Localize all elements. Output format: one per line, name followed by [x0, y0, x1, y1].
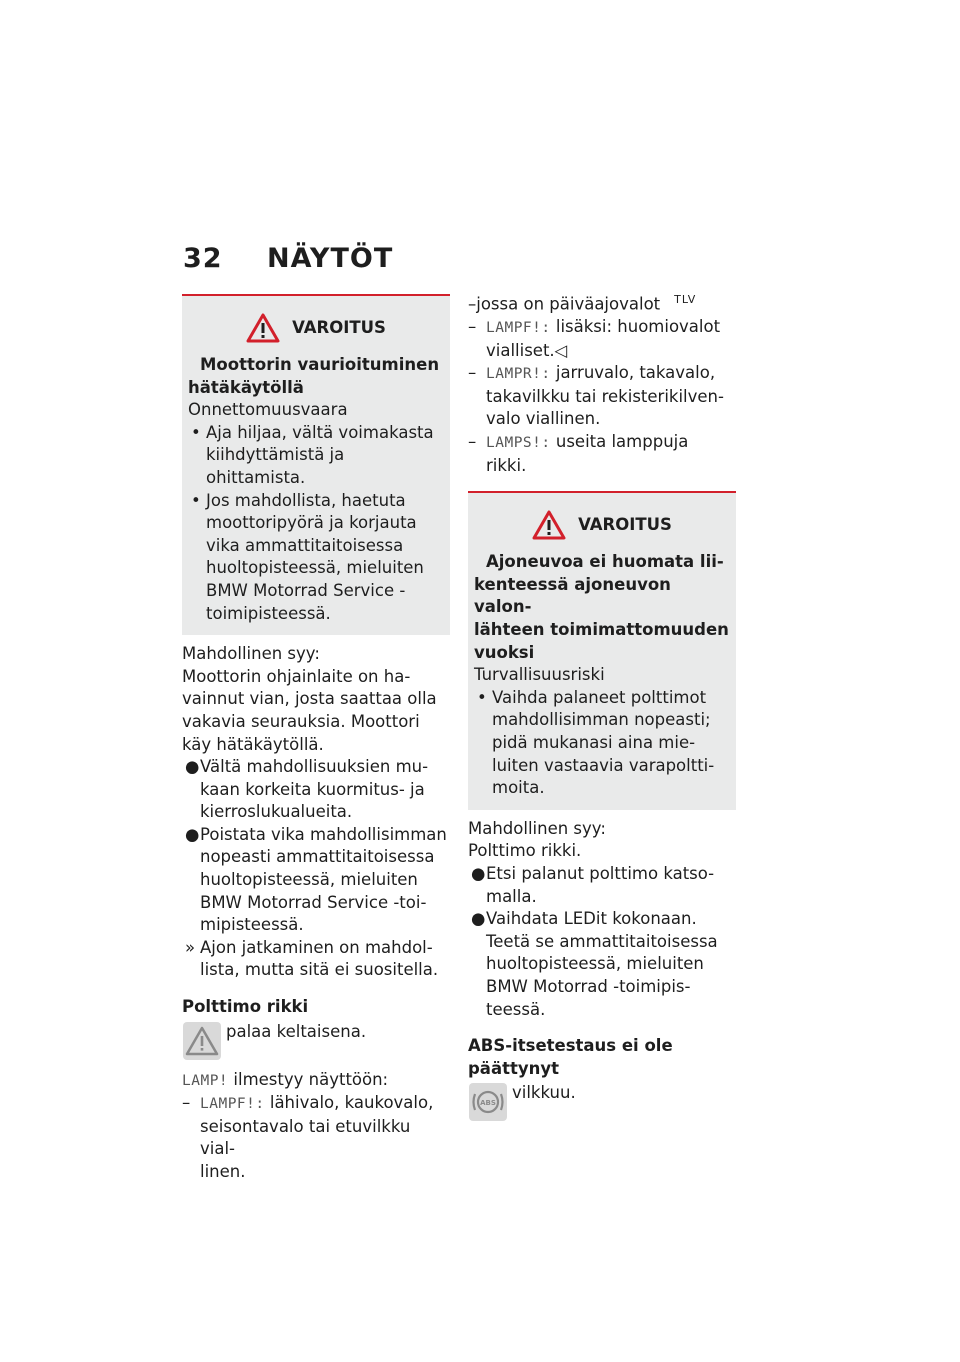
warning-heading-line: vuoksi: [474, 642, 535, 662]
cause-line: vainnut vian, josta saattaa olla: [182, 689, 437, 709]
lampf-code: LAMPF!:: [200, 1096, 265, 1113]
warning-heading-line: Moottorin vaurioituminen: [200, 355, 440, 374]
dash-marker: –: [468, 363, 477, 383]
cause-line: käy hätäkäytöllä.: [182, 734, 324, 754]
action-line: malla.: [486, 886, 537, 906]
bulb-indicator-row: [182, 1021, 450, 1061]
warning-label: VAROITUS: [292, 317, 386, 337]
bulb-indicator-text: palaa keltaisena.: [226, 1021, 367, 1041]
cause-label: Mahdollinen syy:: [468, 818, 606, 838]
action-line: Poistata vika mahdollisimman: [200, 824, 447, 844]
page-header: [183, 243, 393, 274]
action-line: Etsi palanut polttimo katso-: [486, 863, 715, 883]
lampf-item: [182, 1092, 450, 1183]
abs-title-line: ABS-itsetestaus ei ole: [468, 1036, 673, 1056]
right-column: [468, 289, 736, 1122]
result-line: Ajon jatkaminen on mahdol-: [200, 937, 433, 957]
action-line: kaan korkeita kuormitus- ja: [200, 779, 425, 799]
page-title: NÄYTÖT: [267, 243, 394, 274]
bullet-line: Vaihda palaneet polttimot: [492, 687, 707, 707]
action-item: [182, 824, 450, 937]
bullet-line: toimipisteessä.: [206, 603, 331, 623]
lamp-code: LAMPF!:: [486, 320, 551, 337]
bullet-marker: •: [191, 422, 201, 442]
dash-marker: –: [468, 317, 477, 337]
warning-bullet: [188, 490, 444, 626]
tlv-superscript: TLV: [674, 293, 697, 306]
bullet-line: Aja hiljaa, vältä voimakasta: [206, 422, 434, 442]
warning-heading-line: lähteen toimimattomuuden: [474, 620, 729, 640]
general-warning-icon: [182, 1021, 222, 1061]
bullet-line: huoltopisteessä, mieluiten: [206, 558, 424, 578]
action-line: nopeasti ammattitaitoisessa: [200, 847, 435, 867]
lamp-code: LAMPS!:: [486, 435, 551, 452]
result-item: [182, 937, 450, 982]
dash-marker: –: [468, 432, 477, 452]
bullet-line: pidä mukanasi aina mie-: [492, 733, 696, 752]
action-line: mipisteessä.: [200, 915, 304, 935]
bullet-marker: ●: [185, 824, 200, 844]
lamp-code-item: [468, 316, 736, 362]
lampf-line: seisontavalo tai etuvilkku vial-: [200, 1116, 411, 1159]
left-column: [182, 294, 450, 1184]
action-line: kierroslukualueita.: [200, 802, 353, 822]
abs-icon: [468, 1082, 508, 1122]
warning-risk: Onnettomuusvaara: [188, 400, 348, 420]
lamp-display-text: ilmestyy näyttöön:: [233, 1069, 389, 1089]
cause-text: Polttimo rikki.: [468, 841, 582, 861]
bullet-line: moita.: [492, 778, 545, 798]
action-line: huoltopisteessä, mieluiten: [200, 870, 418, 890]
lamp-code-line: valo viallinen.: [486, 409, 601, 429]
section-title-abs: [468, 1035, 736, 1080]
cause-label: Mahdollinen syy:: [182, 644, 320, 664]
action-line: BMW Motorrad Service -toi-: [200, 892, 427, 912]
warning-heading-line: kenteessä ajoneuvon valon-: [474, 574, 671, 617]
bullet-line: vika ammattitaitoisessa: [206, 535, 404, 555]
continuation-line: [468, 289, 736, 316]
bullet-line: mahdollisimman nopeasti;: [492, 710, 711, 730]
lamp-display-line: [182, 1069, 450, 1093]
bullet-line: kiihdyttämistä ja ohittamista.: [206, 445, 345, 487]
result-line: lista, mutta sitä ei suositella.: [200, 960, 439, 980]
lampf-line: linen.: [200, 1162, 246, 1181]
warning-bullet: [188, 422, 444, 490]
warning-bullet: [474, 687, 730, 800]
warning-triangle-icon: [246, 313, 280, 343]
action-line: Vaihdata LEDit kokonaan.: [486, 909, 697, 929]
action-item: [468, 863, 736, 908]
dash-marker: –: [182, 1093, 191, 1113]
bullet-marker: •: [477, 687, 487, 707]
action-item: [468, 908, 736, 1021]
section-title-bulb: Polttimo rikki: [182, 997, 309, 1017]
bullet-line: luiten vastaavia varapoltti-: [492, 755, 715, 775]
warning-label: VAROITUS: [578, 514, 672, 534]
bullet-line: Jos mahdollista, haetuta: [206, 490, 406, 510]
bullet-marker: ●: [471, 863, 486, 883]
continuation-text: –jossa on päiväajovalot: [468, 294, 661, 314]
action-line: huoltopisteessä, mieluiten: [486, 954, 704, 974]
lamp-code: LAMP!: [182, 1072, 229, 1089]
warning-heading-line: Ajoneuvoa ei huomata lii-: [486, 552, 724, 572]
bullet-line: moottoripyörä ja korjauta: [206, 513, 417, 533]
action-line: teessä.: [486, 999, 546, 1019]
warning-risk: Turvallisuusriski: [474, 665, 605, 685]
lamp-code-line: vialliset.◁: [486, 340, 568, 360]
abs-indicator-text: vilkkuu.: [512, 1083, 576, 1103]
lamp-code: LAMPR!:: [486, 366, 551, 383]
cause-line: vakavia seurauksia. Moottori: [182, 711, 420, 731]
warning-triangle-icon: [532, 510, 566, 540]
warning-box-engine: [182, 294, 450, 635]
abs-indicator-row: [468, 1082, 736, 1122]
action-line: Teetä se ammattitaitoisessa: [486, 931, 718, 951]
lampf-line: lähivalo, kaukovalo,: [269, 1093, 434, 1113]
bullet-marker: ●: [185, 757, 200, 777]
warning-box-visibility: [468, 491, 736, 810]
action-line: BMW Motorrad -toimipis-: [486, 976, 691, 996]
warning-heading-line: hätäkäytöllä: [188, 377, 304, 397]
lamp-code-line: lisäksi: huomiovalot: [555, 317, 721, 337]
page-number: 32: [183, 243, 223, 274]
result-marker: »: [185, 937, 196, 957]
lamp-code-line: useita lamppuja: [555, 432, 689, 452]
bullet-line: BMW Motorrad Service -: [206, 580, 406, 600]
warning-header: [188, 308, 444, 348]
action-item: [182, 756, 450, 824]
bullet-marker: •: [191, 490, 201, 510]
svg-text:ABS: ABS: [480, 1099, 496, 1108]
lamp-code-item: [468, 431, 736, 477]
bullet-marker: ●: [471, 909, 486, 929]
abs-title-line: päättynyt: [468, 1058, 559, 1078]
lamp-code-line: rikki.: [486, 455, 527, 475]
action-line: Vältä mahdollisuuksien mu-: [200, 757, 429, 777]
cause-line: Moottorin ohjainlaite on ha-: [182, 666, 411, 686]
warning-header: [474, 505, 730, 545]
lamp-code-line: jarruvalo, takavalo,: [555, 363, 716, 383]
lamp-code-item: [468, 362, 736, 431]
lamp-code-line: takavilkku tai rekisterikilven-: [486, 386, 724, 406]
